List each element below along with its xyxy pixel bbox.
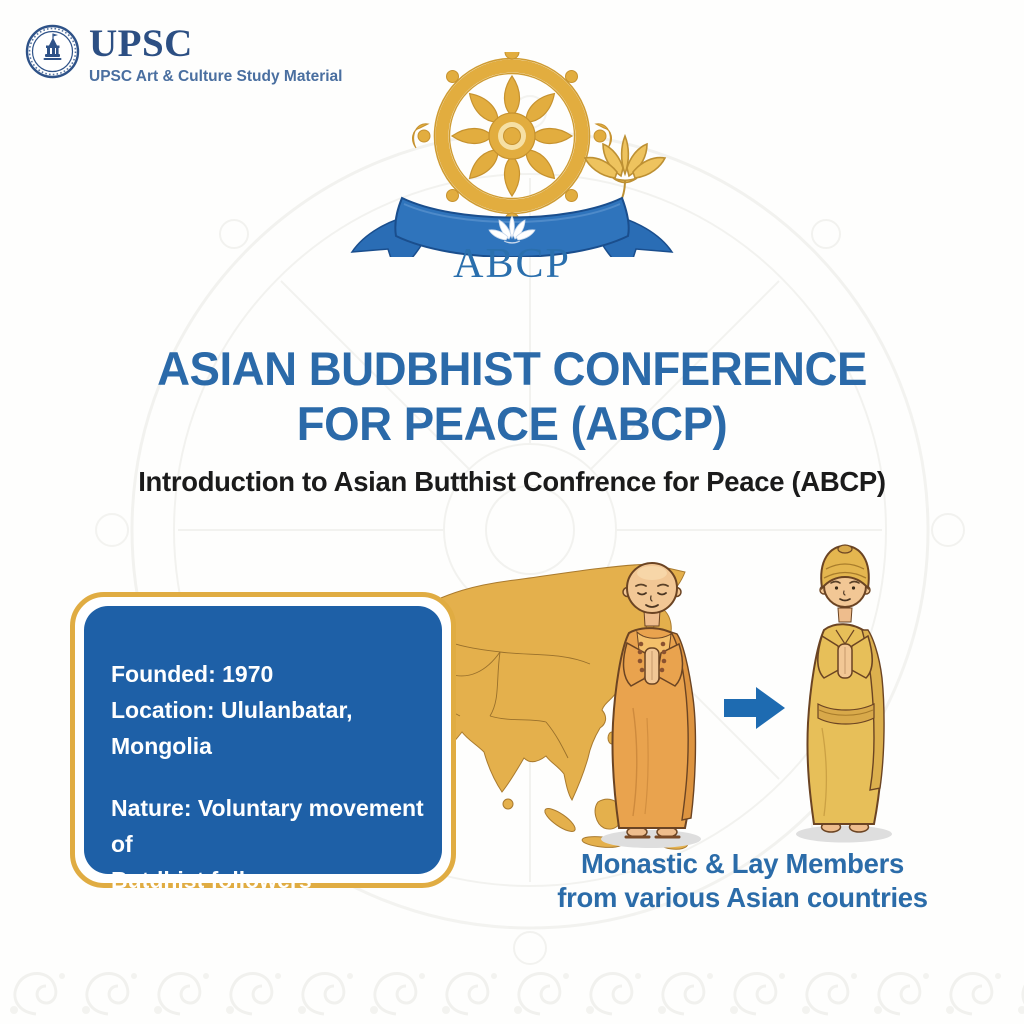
arrow-right-icon: [724, 686, 786, 730]
info-founded: Founded: 1970: [111, 661, 274, 687]
info-nature-line1: Nature: Voluntary movement of: [111, 795, 424, 857]
info-nature-line2: Butdhist followers: [111, 867, 312, 893]
info-card: [70, 592, 456, 893]
brand-tagline: UPSC Art & Culture Study Material: [89, 68, 343, 85]
info-spacer: [111, 764, 424, 790]
lay-member-figure: [778, 538, 913, 848]
caption-line1: Monastic & Lay Members: [581, 848, 904, 879]
dharma-wheel-icon: [413, 52, 612, 227]
title-line1: ASIAN BUDBHIST CONFERENCE: [157, 342, 867, 395]
figures-caption: [549, 847, 936, 914]
caption-line2: from various Asian countries: [557, 881, 928, 913]
monk-figure: [585, 548, 720, 853]
abcp-logo: [322, 52, 702, 257]
title-line2: FOR PEACE (ABCP): [296, 396, 728, 450]
paisley-border: [0, 962, 1024, 1024]
header: [25, 24, 343, 86]
info-card-body: [84, 606, 442, 893]
page-subtitle: Introduction to Asian Butthist Confrence for Peace (ABCP): [138, 466, 886, 497]
brand-name: UPSC: [89, 22, 193, 65]
page-title: [15, 342, 1008, 452]
abcp-acronym: ABCP: [453, 241, 571, 287]
lotus-icon: [585, 136, 665, 204]
header-text: [89, 24, 343, 86]
upsc-emblem-icon: [25, 24, 80, 79]
info-location: Location: Ululanbatar, Mongolia: [111, 697, 353, 759]
